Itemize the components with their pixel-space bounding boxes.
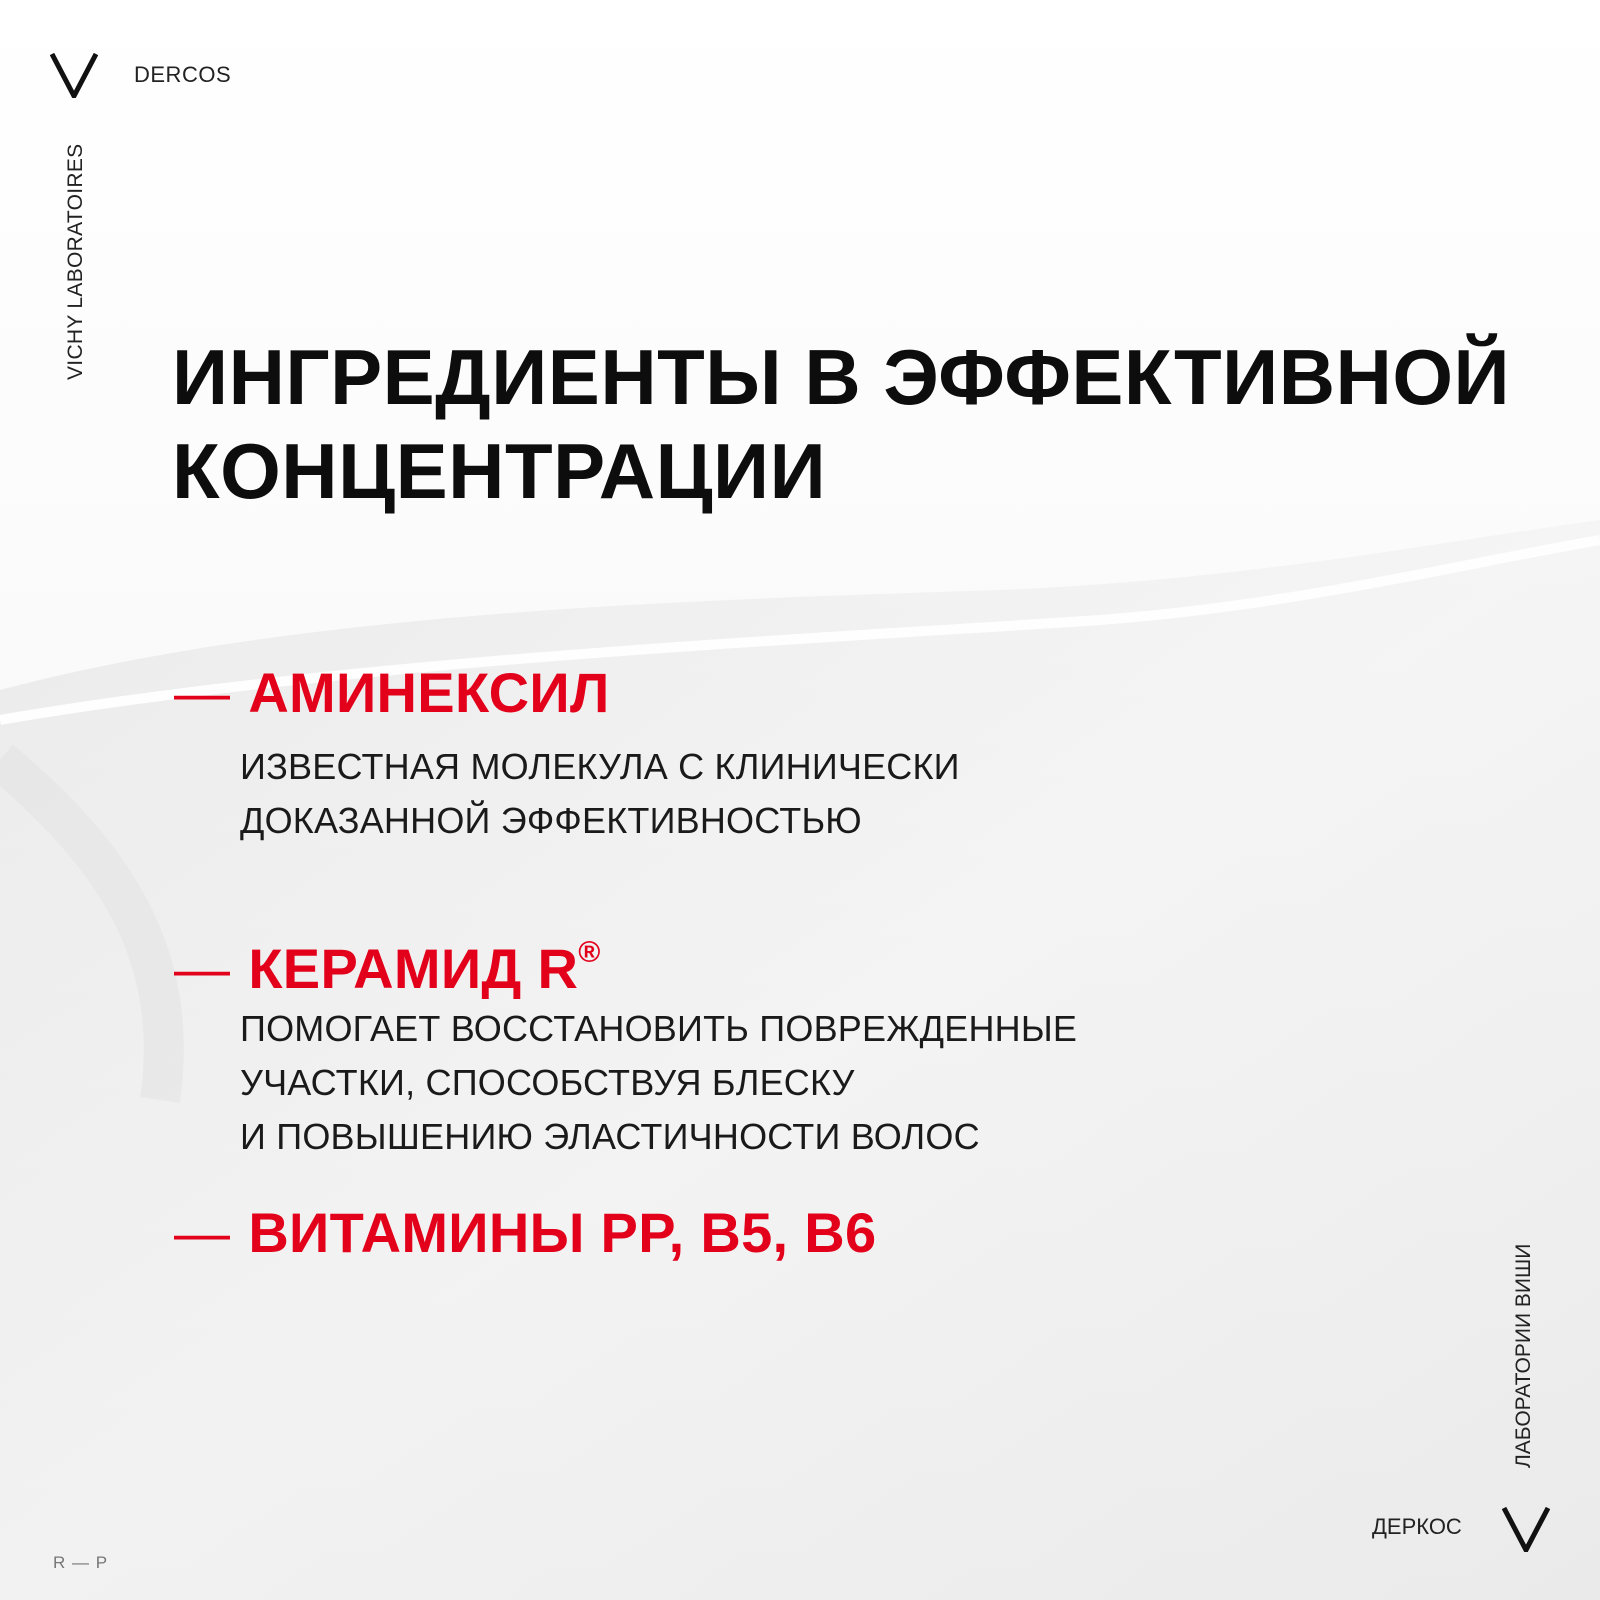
brand-label-top: DERCOS	[134, 62, 232, 87]
footer-code: R — P	[53, 1553, 109, 1572]
description-line: ДОКАЗАННОЙ ЭФФЕКТИВНОСТЬЮ	[240, 800, 862, 841]
ingredient-name: КЕРАМИД R	[248, 937, 579, 1000]
dash-marker: —	[174, 661, 231, 724]
dash-marker: —	[174, 1201, 231, 1264]
description-line: И ПОВЫШЕНИЮ ЭЛАСТИЧНОСТИ ВОЛОС	[240, 1116, 980, 1157]
ingredient-title-aminexil	[174, 660, 610, 725]
description-line: ИЗВЕСТНАЯ МОЛЕКУЛА С КЛИНИЧЕСКИ	[240, 746, 960, 787]
vichy-v-logo-icon	[50, 50, 98, 98]
description-line: УЧАСТКИ, СПОСОБСТВУЯ БЛЕСКУ	[240, 1062, 855, 1103]
brand-vertical-right: ЛАБОРАТОРИИ ВИШИ	[1512, 1243, 1535, 1468]
dash-marker: —	[174, 937, 231, 1000]
description-line: ПОМОГАЕТ ВОССТАНОВИТЬ ПОВРЕЖДЕННЫЕ	[240, 1008, 1078, 1049]
ingredient-description-aminexil	[240, 740, 960, 848]
ingredient-name: АМИНЕКСИЛ	[248, 661, 610, 724]
ingredient-name: ВИТАМИНЫ PP, B5, B6	[248, 1201, 877, 1264]
title-line-2: КОНЦЕНТРАЦИИ	[172, 427, 827, 515]
brand-vertical-left: VICHY LABORATOIRES	[64, 143, 87, 380]
ingredient-description-ceramide	[240, 1002, 1077, 1164]
brand-label-bottom: ДЕРКОС	[1372, 1514, 1462, 1539]
ingredient-title-ceramide	[174, 936, 601, 1001]
ingredient-title-vitamins	[174, 1200, 876, 1265]
registered-mark: ®	[578, 936, 601, 969]
vichy-v-logo-icon	[1502, 1504, 1550, 1552]
page-title	[172, 330, 1510, 518]
title-line-1: ИНГРЕДИЕНТЫ В ЭФФЕКТИВНОЙ	[172, 333, 1511, 421]
